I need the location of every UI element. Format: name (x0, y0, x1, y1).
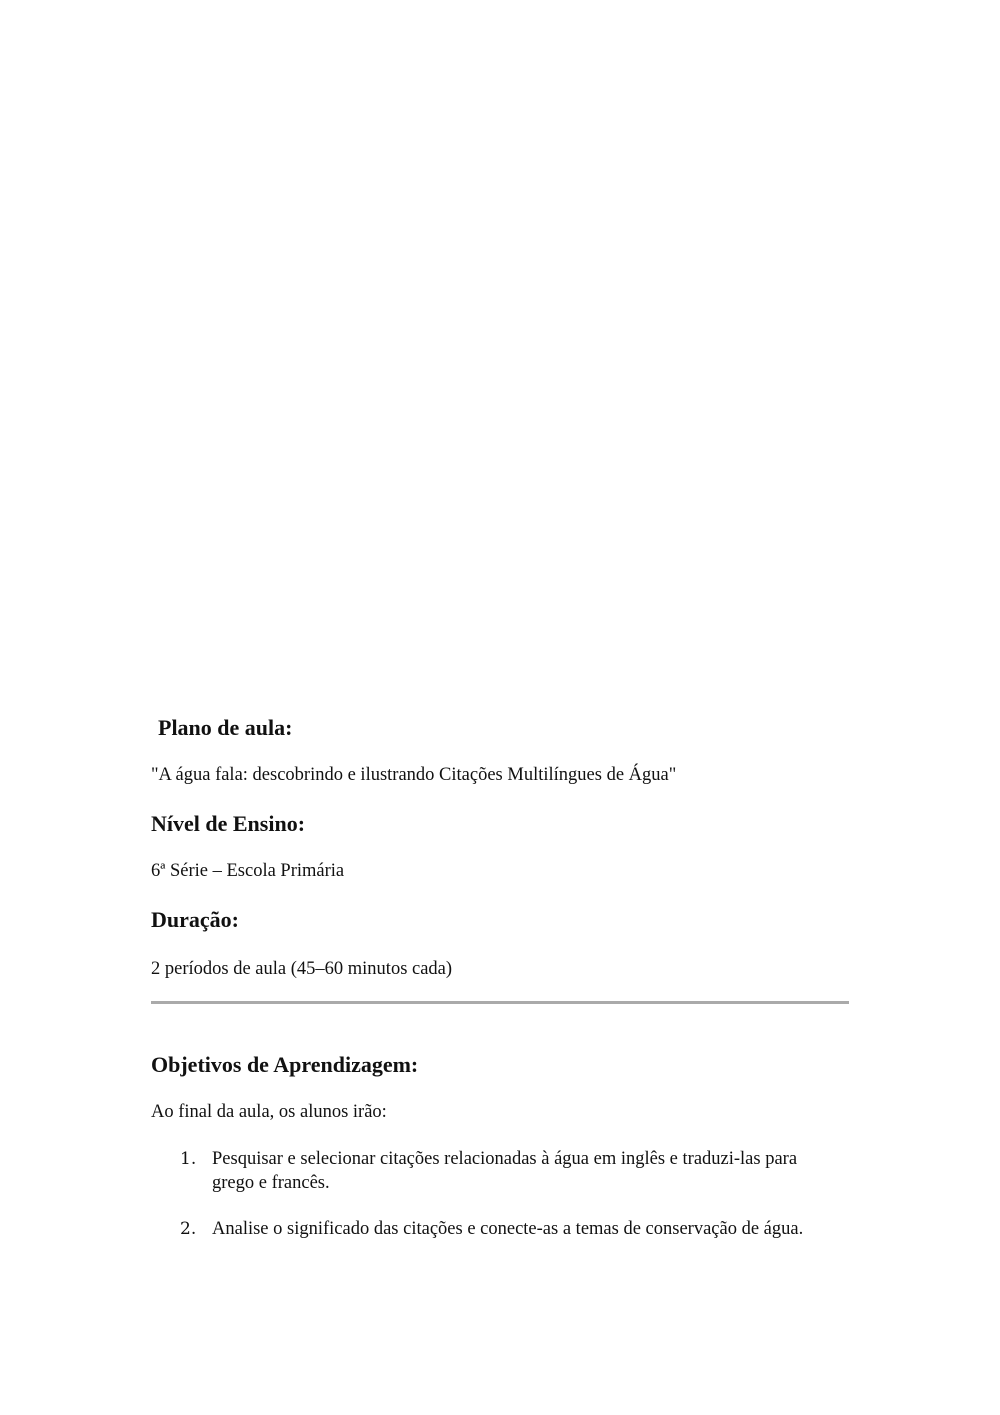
list-item-text: Analise o significado das citações e conecte-as a temas de conservação de água. (212, 1219, 804, 1239)
list-item-text: Pesquisar e selecionar citações relacionadas à água em inglês e traduzi-las para grego e francês. (212, 1149, 798, 1193)
list-item-number: 2. (180, 1219, 197, 1239)
objectives-heading: Objetivos de Aprendizagem: (151, 1052, 419, 1077)
duration-heading: Duração: (151, 907, 239, 932)
lesson-title: "A água fala: descobrindo e ilustrando Citações Multilíngues de Água" (151, 765, 677, 785)
level-value: 6ª Série – Escola Primária (151, 861, 345, 881)
lesson-plan-heading: Plano de aula: (158, 715, 293, 740)
level-heading: Nível de Ensino: (151, 811, 306, 836)
list-item (180, 1217, 820, 1267)
list-item-number: 1. (180, 1149, 197, 1169)
horizontal-divider (151, 1001, 849, 1004)
objectives-intro: Ao final da aula, os alunos irão: (151, 1102, 387, 1122)
duration-value: 2 períodos de aula (45–60 minutos cada) (151, 959, 453, 979)
list-item (180, 1147, 820, 1197)
